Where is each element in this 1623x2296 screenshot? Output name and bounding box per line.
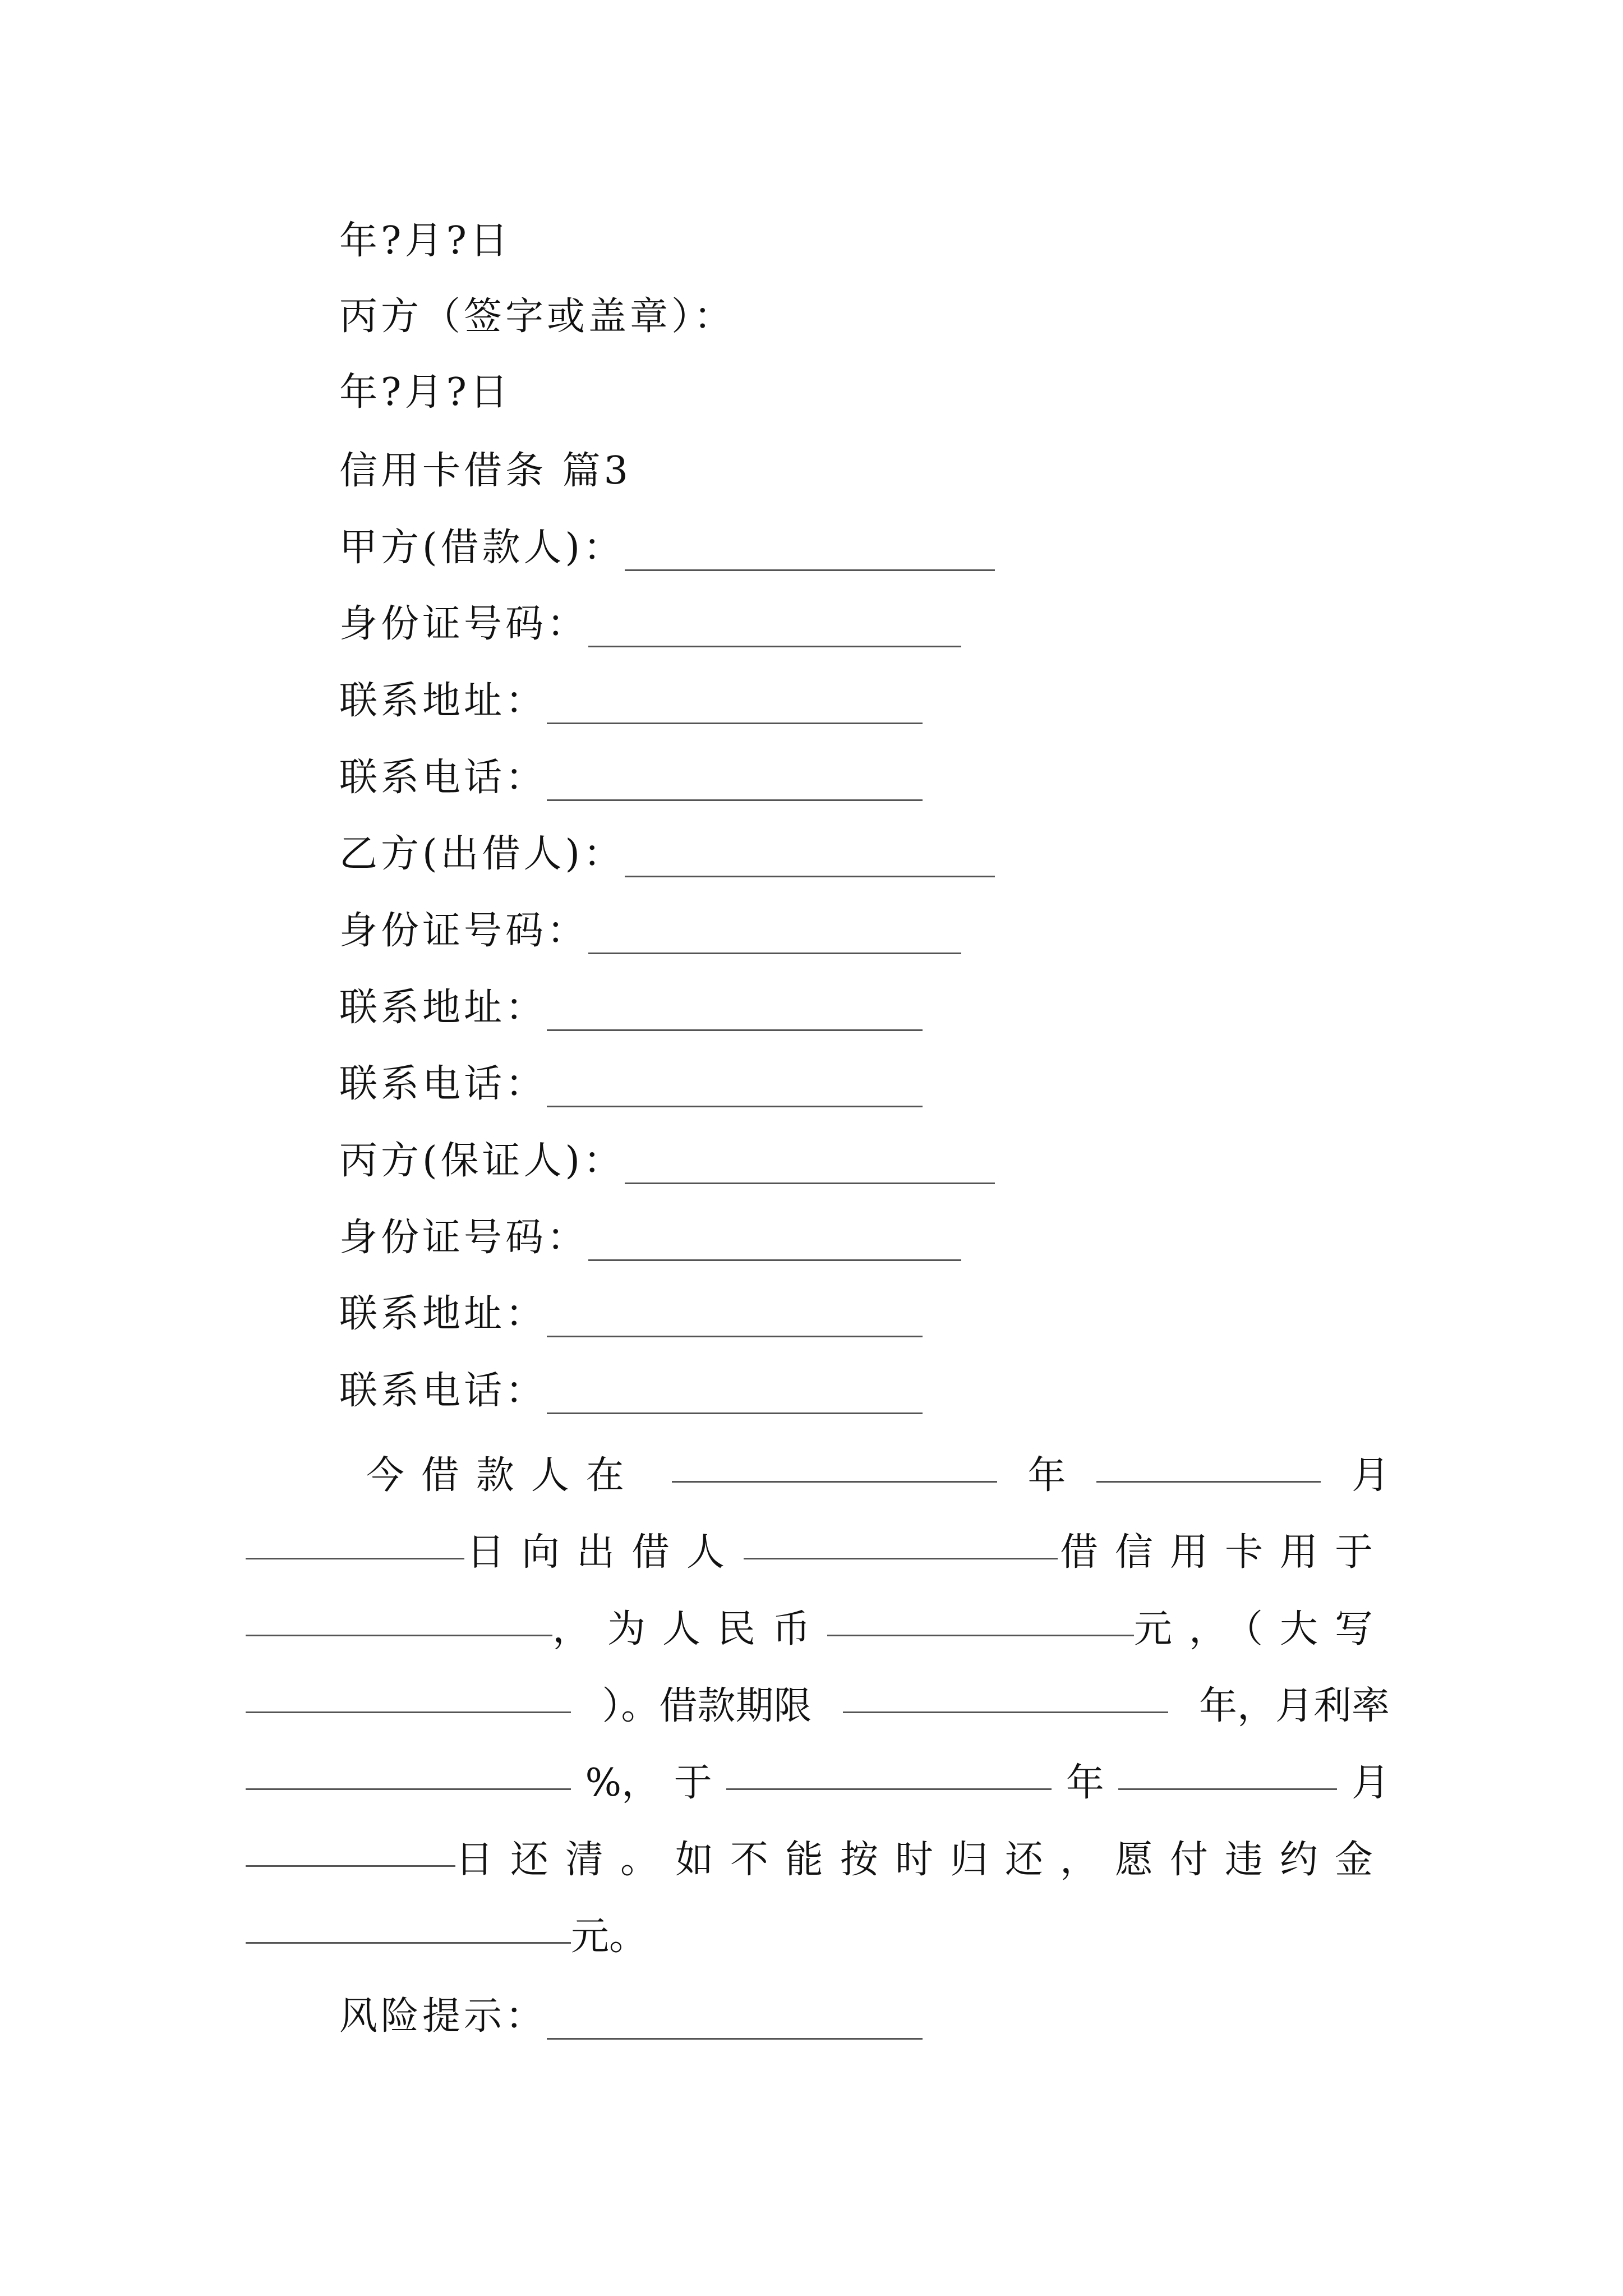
fill-blank[interactable] — [827, 1600, 1134, 1636]
fill-blank[interactable] — [547, 990, 923, 1031]
fill-blank[interactable] — [547, 1999, 923, 2040]
field-id-number — [339, 900, 961, 962]
field-label: 身份证号码： — [339, 1216, 589, 1260]
fill-blank[interactable] — [547, 1296, 923, 1337]
body-row-5 — [246, 1745, 1390, 1821]
fill-blank[interactable] — [1096, 1446, 1321, 1483]
fill-blank[interactable] — [588, 606, 961, 647]
body-text: 年 — [1066, 1761, 1104, 1805]
field-label: 联系电话： — [339, 1369, 547, 1413]
body-row-2 — [246, 1514, 1390, 1591]
field-label: 联系电话： — [339, 756, 547, 800]
fill-blank[interactable] — [246, 1830, 455, 1867]
body-text: 月 — [1351, 1453, 1390, 1498]
field-id-number — [339, 593, 961, 655]
body-row-3 — [246, 1591, 1390, 1668]
party-c-signature-line: 丙方（签字或盖章）： — [339, 295, 736, 339]
fill-blank[interactable] — [1118, 1754, 1337, 1790]
body-text: 今借款人在 — [366, 1453, 641, 1498]
fill-blank[interactable] — [726, 1754, 1052, 1790]
body-row-7 — [246, 1898, 1390, 1975]
body-text: %， — [585, 1761, 660, 1805]
field-risk-notice — [339, 1986, 923, 2047]
field-label: 丙方(保证人)： — [339, 1139, 625, 1183]
field-label: 联系地址： — [339, 986, 547, 1030]
fill-blank[interactable] — [588, 1220, 961, 1261]
field-address — [339, 1283, 923, 1345]
fill-blank[interactable] — [246, 1523, 464, 1559]
field-phone — [339, 1360, 923, 1422]
fill-blank[interactable] — [246, 1600, 552, 1636]
fill-blank[interactable] — [246, 1907, 571, 1944]
body-text: ）。借款期限 — [602, 1684, 812, 1728]
fill-blank[interactable] — [246, 1677, 571, 1713]
body-text: 元。 — [571, 1915, 648, 1959]
field-phone — [339, 1053, 923, 1115]
field-label: 乙方(出借人)： — [339, 832, 625, 876]
body-text: 日还清。如不能按时归还，愿付违约金 — [455, 1838, 1390, 1882]
field-label: 联系电话： — [339, 1062, 547, 1106]
fill-blank[interactable] — [547, 683, 923, 724]
section-title: 信用卡借条 篇3 — [339, 449, 631, 493]
fill-blank[interactable] — [625, 530, 995, 571]
fill-blank[interactable] — [547, 1066, 923, 1107]
body-row-6 — [246, 1821, 1390, 1898]
body-text: 年，月利率 — [1198, 1684, 1390, 1728]
field-label: 风险提示： — [339, 1994, 547, 2039]
field-borrower — [339, 517, 995, 579]
body-row-1 — [246, 1437, 1390, 1514]
body-text: ，为人民币 — [552, 1607, 827, 1651]
field-address — [339, 977, 923, 1039]
fill-blank[interactable] — [744, 1523, 1058, 1559]
fill-blank[interactable] — [588, 913, 961, 954]
body-text: 年 — [1027, 1453, 1066, 1498]
field-label: 联系地址： — [339, 1292, 547, 1336]
field-label: 身份证号码： — [339, 602, 589, 646]
date-line: 年?月?日 — [339, 219, 511, 263]
fill-blank[interactable] — [843, 1677, 1168, 1713]
body-text: 借信用卡用于 — [1059, 1530, 1390, 1575]
body-row-4 — [246, 1668, 1390, 1745]
body-text: 元，（大写 — [1133, 1607, 1390, 1651]
field-label: 甲方(借款人)： — [339, 526, 625, 570]
field-phone — [339, 747, 923, 809]
body-text: 月 — [1351, 1761, 1390, 1805]
fill-blank[interactable] — [246, 1754, 571, 1790]
fill-blank[interactable] — [547, 760, 923, 801]
field-label: 联系地址： — [339, 679, 547, 723]
field-guarantor — [339, 1130, 995, 1192]
field-label: 身份证号码： — [339, 909, 589, 953]
fill-blank[interactable] — [547, 1373, 923, 1414]
fill-blank[interactable] — [625, 836, 995, 877]
field-address — [339, 670, 923, 732]
date-line: 年?月?日 — [339, 370, 511, 415]
body-text: 日向出借人 — [466, 1530, 741, 1575]
fill-blank[interactable] — [672, 1446, 997, 1483]
body-text: 于 — [674, 1761, 712, 1805]
field-lender — [339, 823, 995, 885]
fill-blank[interactable] — [625, 1143, 995, 1184]
field-id-number — [339, 1207, 961, 1269]
